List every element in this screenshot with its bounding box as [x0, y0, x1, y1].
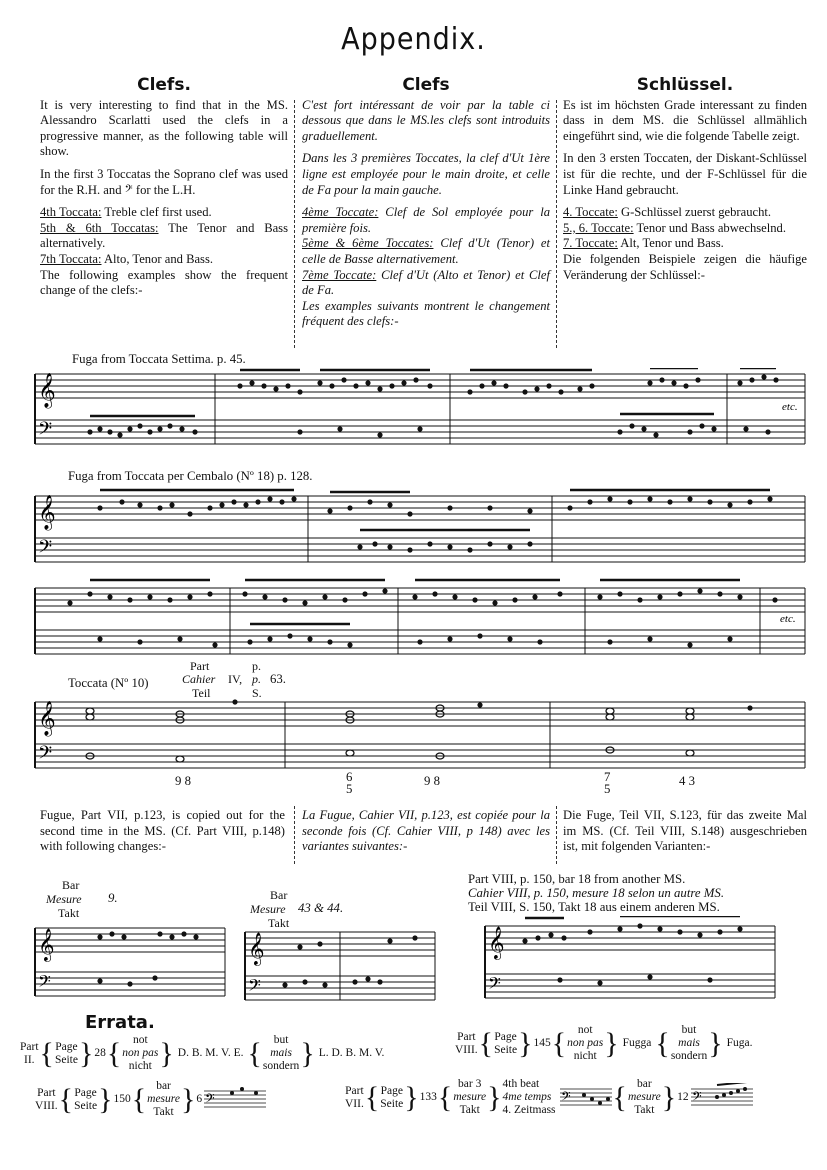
errata-2-wrong: Fugga: [622, 1037, 652, 1049]
column-divider-right: [556, 100, 557, 348]
errata-3-mesure: mesure: [147, 1093, 180, 1105]
errata-entry-2: Part VIII. { Page Seite } 145 { not non pas nicht } Fugga { but mais sondern } Fuga.: [455, 1024, 753, 1062]
errata-3-takt: Takt: [153, 1106, 174, 1118]
errata-2-seite: Seite: [494, 1043, 518, 1056]
svg-text:𝄢: 𝄢: [205, 1090, 215, 1109]
french-list-head-2: 5ème & 6ème Toccates:: [302, 236, 434, 251]
example-4-s: S.: [252, 686, 262, 700]
svg-text:𝄢: 𝄢: [691, 1088, 702, 1107]
german-intro: Es ist im höchsten Grade interessant zu finden dass in dem MS. die Schlüssel allmählich eingeführt sind, wie die folgende Tabelle zeigt.: [563, 97, 807, 143]
english-list-head-1: 4th Toccata:: [40, 205, 102, 220]
fugue-note-french: La Fugue, Cahier VII, p.123, est copiée pour la seconde fois (Cf. Cahier VIII, p 148) avec les variantes suivantes:-: [302, 808, 550, 854]
errata-4-takt: Takt: [459, 1104, 480, 1116]
errata-4-mesure-2: mesure: [627, 1091, 661, 1103]
errata-1-mais: mais: [270, 1047, 292, 1059]
svg-text:𝄢: 𝄢: [560, 1088, 571, 1107]
english-first-toccatas: In the first 3 Toccatas the Soprano clef was used for the R.H. and 𝄢 for the L.H.: [40, 166, 288, 197]
german-list-head-1: 4. Toccate:: [563, 205, 618, 220]
errata-2-part: Part: [457, 1030, 476, 1043]
music-example-3: [30, 578, 810, 658]
figure-2: 6: [346, 770, 353, 784]
figure-5: 7: [604, 770, 611, 784]
errata-1-not: not: [132, 1034, 148, 1046]
french-column: [302, 75, 551, 330]
french-heading: Clefs: [402, 75, 450, 95]
errata-4-number: 133: [419, 1091, 437, 1103]
example-4-volume: IV,: [228, 672, 243, 686]
english-list-head-3: 7th Toccata:: [40, 251, 102, 266]
errata-3-bar-number: 6: [196, 1093, 203, 1105]
bar-ex3-line-german: Teil VIII, S. 150, Takt 18 aus einem anderen MS.: [468, 900, 720, 914]
french-list-head-1: 4ème Toccate:: [302, 205, 379, 220]
errata-2-volume: VIII.: [455, 1043, 478, 1056]
errata-1-volume: II.: [23, 1053, 35, 1066]
music-bar-ex2: [240, 924, 440, 1004]
errata-3-page: Page: [74, 1086, 97, 1099]
figure-1: 9 8: [175, 774, 191, 788]
french-list-text-3: Clef d'Ut (Alto et Tenor) et Clef de Fa.: [302, 267, 551, 298]
errata-3-seite: Seite: [74, 1099, 98, 1112]
errata-2-number: 145: [533, 1037, 551, 1049]
german-column: [563, 75, 807, 283]
example-4-p: p.: [252, 659, 261, 673]
example-4-cahier: Cahier: [182, 672, 216, 686]
errata-1-page: Page: [55, 1040, 78, 1053]
svg-text:𝄢: 𝄢: [248, 975, 261, 999]
bar-ex1-mesure: Mesure: [46, 892, 82, 906]
example-1-etc: etc.: [782, 401, 798, 413]
errata-1-wrong: D. B. M. V. E.: [177, 1047, 244, 1059]
german-list-text-2: Tenor und Bass abwechselnd.: [633, 220, 787, 235]
errata-1-sondern: sondern: [262, 1060, 300, 1072]
errata-entry-4: Part VII. { Page Seite } 133 { bar 3 mesure Takt } 4th beat 4me temps 4. Zeitmass 𝄢 { bar mesure Takt } 12 𝄢: [345, 1078, 753, 1117]
svg-text:𝄢: 𝄢: [38, 537, 53, 562]
example-2-label: Fuga from Toccata per Cembalo (Nº 18) p. 128.: [68, 469, 313, 483]
svg-text:𝄢: 𝄢: [38, 971, 51, 995]
svg-text:𝄢: 𝄢: [488, 973, 501, 997]
figure-6: 5: [604, 782, 611, 796]
errata-heading: Errata.: [85, 1012, 155, 1033]
example-4-page: 63.: [270, 672, 286, 686]
german-list-head-2: 5., 6. Toccate:: [563, 220, 634, 235]
music-example-2: [30, 486, 810, 566]
errata-3-music-snippet: [204, 1085, 266, 1115]
french-examples-note: Les examples suivants montrent le changement fréquent des clefs:-: [302, 298, 550, 329]
english-list-text-3: Alto, Tenor and Bass.: [101, 251, 214, 266]
bar-ex1-number: 9.: [108, 891, 118, 905]
errata-1-non-pas: non pas: [122, 1047, 159, 1059]
errata-4-music-snippet-2: [691, 1083, 753, 1113]
errata-2-not: not: [577, 1024, 593, 1036]
bar-ex2-takt: Takt: [268, 916, 290, 930]
svg-text:𝄢: 𝄢: [38, 419, 53, 444]
errata-4-part: Part: [345, 1084, 364, 1097]
german-heading: Schlüssel.: [636, 75, 734, 95]
bar-ex2-mesure: Mesure: [250, 902, 286, 916]
errata-2-mais: mais: [678, 1037, 700, 1049]
errata-4-beat: 4th beat: [502, 1078, 540, 1090]
errata-4-temps: 4me temps: [502, 1091, 552, 1103]
fugue-note-german: Die Fuge, Teil VII, S.123, für das zweite Mal im MS. (Cf. Teil VIII, S.148) ausgeschrieben ist, mit folgenden Varianten:-: [563, 808, 807, 854]
figure-7: 4 3: [679, 774, 695, 788]
english-examples-note: The following examples show the frequent change of the clefs:-: [40, 267, 288, 298]
french-first-toccatas: Dans les 3 premières Toccates, la clef d'Ut 1ère ligne est employée pour le main droite, et celle de Fa pour la main gauche.: [302, 151, 550, 197]
french-list: [302, 205, 550, 330]
french-list-text-1: Clef de Sol employée pour la première fois.: [302, 205, 550, 235]
errata-1-but: but: [273, 1034, 289, 1046]
example-3-etc: etc.: [780, 613, 796, 625]
column-divider-left: [294, 100, 295, 348]
example-4-p-italic: p.: [252, 672, 261, 686]
english-list: [40, 205, 288, 299]
fugue-divider-right: [556, 806, 557, 864]
english-intro: It is very interesting to find that in the MS. Alessandro Scarlatti used the clefs in a progressive manner, as the following table will show.: [40, 97, 288, 159]
svg-text:𝄞: 𝄞: [38, 495, 56, 530]
bar-ex3-line-french: Cahier VIII, p. 150, mesure 18 selon un autre MS.: [468, 886, 725, 900]
errata-4-bar3: bar 3: [458, 1078, 482, 1090]
german-list-text-1: G-Schlüssel zuerst gebraucht.: [617, 205, 772, 220]
french-intro: C'est fort intéressant de voir par la table ci dessous que dans le MS.les clefs sont introduits graduellement.: [302, 97, 550, 143]
errata-1-number: 28: [94, 1047, 106, 1059]
svg-text:𝄞: 𝄞: [38, 928, 55, 961]
german-list-head-3: 7. Toccate:: [563, 236, 618, 251]
errata-4-music-snippet-1: [560, 1083, 612, 1113]
page-title: Appendix.: [341, 22, 486, 57]
errata-2-sondern: sondern: [670, 1050, 708, 1062]
errata-4-takt-2: Takt: [634, 1104, 655, 1116]
figure-4: 9 8: [424, 774, 440, 788]
errata-4-page: Page: [380, 1084, 403, 1097]
errata-1-seite: Seite: [54, 1053, 78, 1066]
example-4-part: Part: [190, 659, 210, 673]
bar-ex1-bar: Bar: [62, 878, 80, 892]
svg-text:𝄞: 𝄞: [248, 932, 265, 965]
errata-4-volume: VII.: [345, 1097, 364, 1110]
music-example-4: [30, 692, 810, 772]
german-list: [563, 205, 807, 283]
english-column: [40, 75, 288, 299]
bar-ex2-number: 43 & 44.: [298, 901, 344, 915]
french-list-head-3: 7ème Toccate:: [302, 267, 377, 282]
bar-ex1-takt: Takt: [58, 906, 80, 920]
errata-4-seite: Seite: [380, 1097, 404, 1110]
english-heading: Clefs.: [137, 75, 191, 95]
music-bar-ex3: [480, 916, 780, 1002]
bar-ex3-line-english: Part VIII, p. 150, bar 18 from another MS.: [468, 872, 686, 886]
errata-1-right: L. D. B. M. V.: [318, 1047, 385, 1059]
english-list-text-2: The Tenor and Bass alternatively.: [40, 220, 288, 251]
errata-4-bar: bar: [637, 1078, 652, 1090]
german-examples-note: Die folgenden Beispiele zeigen die häufige Veränderung der Schlüssel:-: [563, 251, 807, 282]
bar-ex2-bar: Bar: [270, 888, 288, 902]
fugue-divider-left: [294, 806, 295, 864]
music-example-1: [30, 368, 810, 448]
errata-entry-3: Part VIII. { Page Seite } 150 { bar mesure Takt } 6 𝄢: [35, 1080, 266, 1119]
errata-2-non-pas: non pas: [567, 1037, 604, 1049]
example-4-label: Toccata (Nº 10): [68, 676, 149, 690]
fugue-note-english: Fugue, Part VII, p.123, is copied out for the second time in the MS. (Cf. Part VIII, p.148) with following changes:-: [40, 808, 285, 854]
english-list-head-2: 5th & 6th Toccatas:: [40, 220, 159, 235]
svg-text:𝄞: 𝄞: [488, 926, 505, 959]
errata-4-bar-number: 12: [677, 1091, 689, 1103]
errata-1-nicht: nicht: [128, 1060, 152, 1072]
errata-2-right: Fuga.: [726, 1037, 753, 1049]
english-list-text-1: Treble clef first used.: [101, 205, 212, 220]
errata-2-nicht: nicht: [573, 1050, 597, 1062]
errata-3-bar: bar: [156, 1080, 171, 1092]
example-4-teil: Teil: [192, 686, 211, 700]
errata-3-part: Part: [37, 1086, 56, 1099]
errata-2-page: Page: [494, 1030, 517, 1043]
svg-text:𝄞: 𝄞: [38, 373, 56, 408]
figure-3: 5: [346, 782, 353, 796]
example-1-label: Fuga from Toccata Settima. p. 45.: [72, 352, 246, 366]
errata-3-volume: VIII.: [35, 1099, 58, 1112]
german-first-toccatas: In den 3 ersten Toccaten, der Diskant-Schlüssel ist für die rechte, und der F-Schlüssel für die Linke Hand gebraucht.: [563, 151, 807, 197]
music-bar-ex1: [30, 920, 230, 1000]
svg-text:𝄢: 𝄢: [38, 743, 53, 768]
errata-3-number: 150: [113, 1093, 131, 1105]
errata-entry-1: Part II. { Page Seite } 28 { not non pas nicht } D. B. M. V. E. { but mais sondern } L. D. B. M. V.: [20, 1034, 385, 1072]
errata-2-but: but: [681, 1024, 697, 1036]
german-list-text-3: Alt, Tenor und Bass.: [617, 236, 724, 251]
errata-1-part: Part: [20, 1040, 39, 1053]
french-list-text-2: Clef d'Ut (Tenor) et celle de Basse alternativement.: [302, 236, 551, 266]
svg-text:𝄞: 𝄞: [38, 701, 56, 736]
errata-4-zeitmass: 4. Zeitmass: [502, 1104, 556, 1116]
errata-4-mesure: mesure: [453, 1091, 487, 1103]
